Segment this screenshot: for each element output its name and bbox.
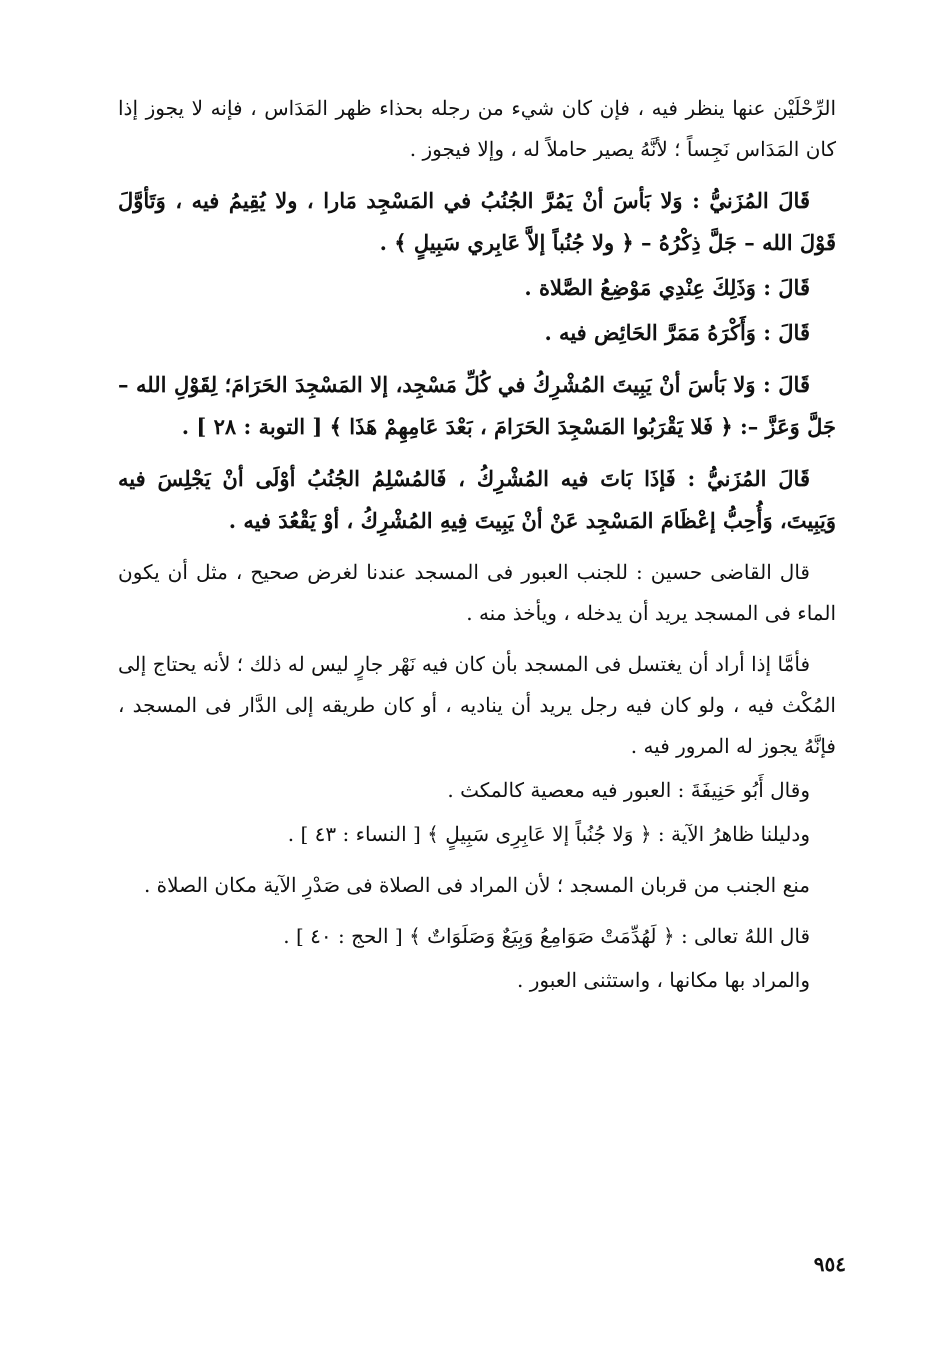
paragraph-bathing-river: فأمَّا إذا أراد أن يغتسل فى المسجد بأن كان فيه نَهْر جارٍ ليس له ذلك ؛ لأنه يحتاج إلى المُكْث فيه ، ولو كان فيه رجل يريد أن يناديه ، أو كان طريقه إلى الدَّار فى المسجد ، فإنَّهُ يجوز له المرور فيه . bbox=[118, 652, 836, 758]
paragraph-muzani-quote: قَالَ المُزَنيُّ : وَلا بَأسَ أنْ يَمُرَّ الجُنُبُ في المَسْجِد مَارا ، ولا يُقِيمُ فيه ، وَتَأوَّلَ قَوْلَ الله – جَلَّ ذِكْرُهُ – ﴿ ولا جُنُباً إلاَّ عَابِري سَبِيلٍ ﴾ . bbox=[118, 188, 836, 255]
paragraph-prayer-place: قَالَ : وَذَلِكَ عِنْدِي مَوْضِعُ الصَّلاة . bbox=[524, 275, 810, 300]
paragraph-evidence-verse: ودليلنا ظاهرُ الآية : ﴿ وَلا جُنُباً إلا عَابِرِى سَبِيلٍ ﴾ [ النساء : ٤٣ ] . bbox=[287, 822, 810, 846]
paragraph-hajj-verse: قال اللهُ تعالى : ﴿ لَهُدِّمَتْ صَوَامِعُ وَبِيَعٌ وَصَلَوَاتٌ ﴾ [ الحج : ٤٠ ] . bbox=[283, 924, 810, 948]
paragraph-prohibition: منع الجنب من قربان المسجد ؛ لأن المراد فى الصلاة فى صَدْرِ الآية مكان الصلاة . bbox=[143, 873, 810, 897]
page-body-text bbox=[118, 88, 836, 1001]
paragraph-muzani-polytheist: قَالَ المُزَنيُّ : فَإذَا بَاتَ فيه المُشْرِكُ ، فَالمُسْلِمُ الجُنُبُ أوْلَى أنْ يَجْلِسَ فيه وَيَبِيتَ، وَأُحِبُّ إعْظَامَ المَسْجِد عَنْ أنْ يَبِيتَ فِيهِ المُشْرِكُ ، أوْ يَقْعُدَ فيه . bbox=[118, 466, 836, 533]
paragraph-conclusion: والمراد بها مكانها ، واستثنى العبور . bbox=[516, 968, 810, 992]
paragraph-qadi-husayn: قال القاضى حسين : للجنب العبور فى المسجد عندنا لغرض صحيح ، مثل أن يكون الماء فى المسجد يريد أن يدخله ، ويأخذ منه . bbox=[118, 560, 836, 625]
paragraph-menstruating-passage: قَالَ : وَأَكْرَهُ مَمَرَّ الحَائِض فيه . bbox=[544, 320, 810, 345]
page-number: ٩٥٤ bbox=[813, 1252, 846, 1276]
paragraph-commentary-continuation: الرِّحْلَيْن عنها ينظر فيه ، فإن كان شيء من رجله بحذاء ظهر المَدَاس ، فإنه لا يجوز إذا كان المَدَاس نَجِساً ؛ لأنَّهُ يصير حاملاً له ، وإلا فيجوز . bbox=[118, 96, 836, 161]
paragraph-polytheist-mosque: قَالَ : وَلا بَأسَ أنْ يَبِيتَ المُشْرِكُ في كُلِّ مَسْجِد، إلا المَسْجِدَ الحَرَامَ؛ لِقَوْلِ الله – جَلَّ وَعَزَّ –: ﴿ فَلا يَقْرَبُوا المَسْجِدَ الحَرَامَ ، بَعْدَ عَامِهِمْ هَذَا ﴾ [ التوبة : ٢٨ ] . bbox=[118, 372, 836, 439]
paragraph-abu-hanifa: وقال أَبُو حَنِيفَةَ : العبور فيه معصية كالمكث . bbox=[447, 778, 810, 802]
